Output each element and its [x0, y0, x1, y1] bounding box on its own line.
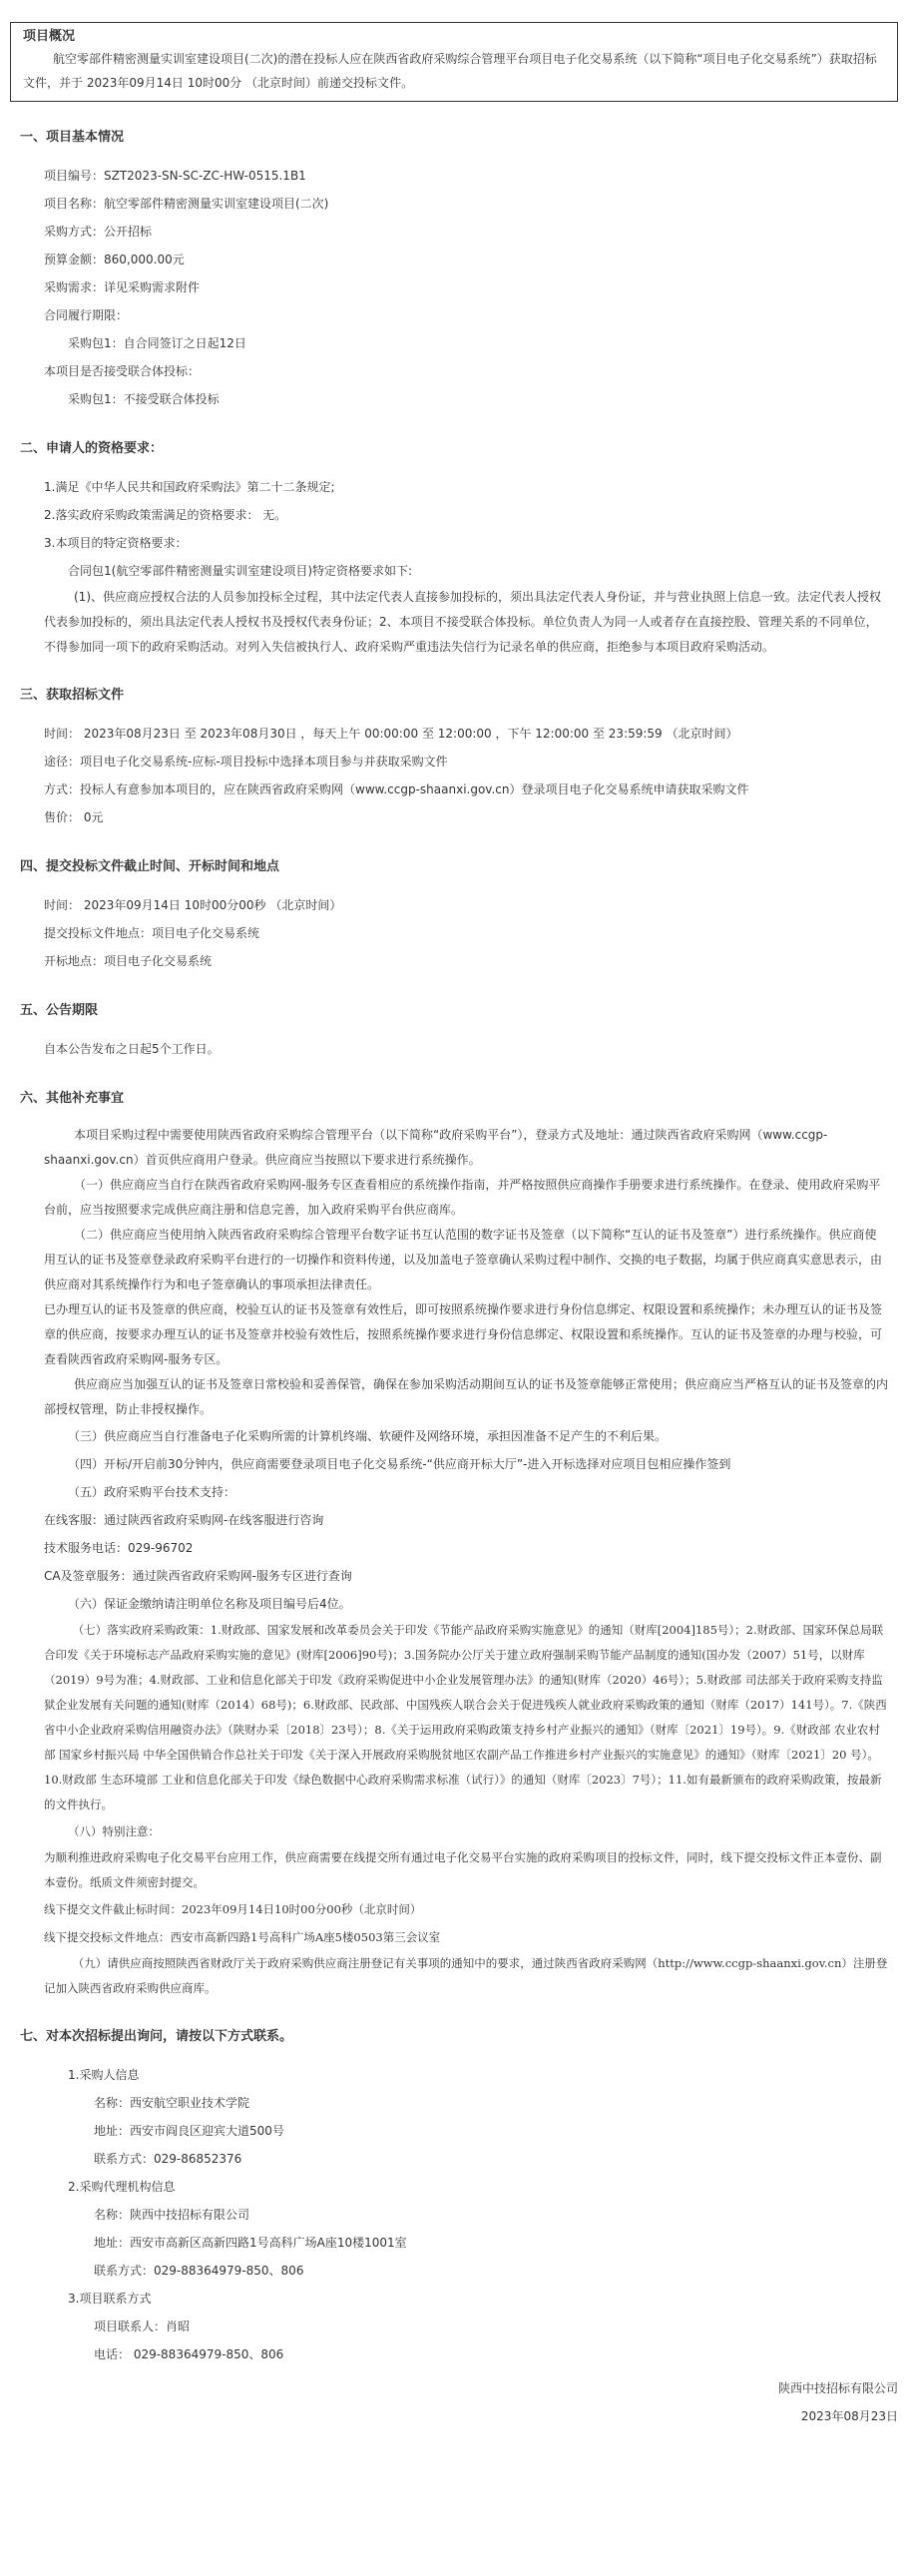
- section-title: 五、公告期限: [20, 1003, 99, 1018]
- policy-paragraph: （七）落实政府采购政策：1.财政部、国家发展和改革委员会关于印发《节能产品政府采购实施意见》的通知（财库[2004]185号）；2.财政部、国家环保总局联合印发《关于环境标志产品政府采购实施的意见》(财库[2006]90号)；3.国务院办公厅关于建立政府强制采购节能产品制度的通知(国办发（2007）51号，以财库（2019）9号为准；4.财政部、工业和信息化部关于印发《政府采购促进中小企业发展管理办法》的通知(财库（2020）46号）；5.财政部 司法部关于政府采购支持监狱企业发展有关问题的通知(财库（2014）68号)；6.财政部、民政部、中国残疾人联合会关于促进残疾人就业政府采购政策的通知（财库（2017）141号）。7.《陕西省中小企业政府采购信用融资办法》（陕财办采〔2018〕23号）；8.《关于运用政府采购政策支持乡村产业振兴的通知》（财库〔2021〕19号）。9.《财政部 农业农村部 国家乡村振兴局 中华全国供销合作总社关于印发《关于深入开展政府采购脱贫地区农副产品工作推进乡村产业振兴的实施意见》的通知》（财库〔2021〕20 号）。10.财政部 生态环境部 工业和信息化部关于印发《绿色数据中心政府采购需求标准（试行）》的通知（财库〔2023〕7号）；11.如有最新颁布的政府采购政策，按最新的文件执行。: [44, 1623, 887, 1811]
- purchaser-heading: 1.采购人信息: [68, 2068, 140, 2082]
- signature-date: 2023年08月23日: [800, 2409, 898, 2423]
- obtain-channel: 途径：项目电子化交易系统-应标-项目投标中选择本项目参与并获取采购文件: [44, 755, 448, 769]
- agent-address: 地址：西安市高新区高新四路1号高科广场A座10楼1001室: [94, 2236, 407, 2250]
- opening-location: 开标地点：项目电子化交易系统: [44, 954, 213, 968]
- consortium-question: 本项目是否接受联合体投标：: [44, 364, 201, 378]
- qualification-line: 3.本项目的特定资格要求：: [44, 536, 188, 550]
- overview-text: 航空零部件精密测量实训室建设项目(二次)的潜在投标人应在陕西省政府采购综合管理平台项目电子化交易系统（以下简称“项目电子化交易系统”）获取招标文件，并于 2023年09月14日 10时00分 （北京时间）前递交投标文件。: [23, 52, 877, 90]
- project-overview-box: [10, 22, 898, 102]
- offline-deadline: 线下提交文件截止标时间：2023年09月14日10时00分00秒（北京时间）: [44, 1902, 422, 1916]
- other-paragraph: 供应商应当加强互认的证书及签章日常校验和妥善保管，确保在参加采购活动期间互认的证书及签章能够正常使用；供应商应当严格互认的证书及签章的内部授权管理，防止非授权操作。: [44, 1377, 889, 1416]
- special-note-text: 为顺利推进政府采购电子化交易平台应用工作，供应商需要在线提交所有通过电子化交易平台实施的政府采购项目的投标文件，同时，线下提交投标文件正本壹份、副本壹份。纸质文件须密封提交。: [44, 1850, 882, 1889]
- project-name: 项目名称：航空零部件精密测量实训室建设项目(二次): [44, 197, 329, 211]
- contract-term-label: 合同履行期限：: [44, 308, 129, 322]
- ca-service: CA及签章服务：通过陕西省政府采购网-服务专区进行查询: [44, 1569, 352, 1583]
- other-paragraph: （一）供应商应当自行在陕西省政府采购网-服务专区查看相应的系统操作指南，并严格按照供应商操作手册要求进行系统操作。在登录、使用政府采购平台前，应当按照要求完成供应商注册和信息完善，加入政府采购平台供应商库。: [44, 1178, 881, 1217]
- contact-person: 项目联系人：肖昭: [94, 2319, 191, 2333]
- section-title: 三、获取招标文件: [20, 688, 125, 703]
- procurement-method: 采购方式：公开招标: [44, 225, 153, 239]
- package-consortium: 采购包1：不接受联合体投标: [68, 392, 220, 406]
- section-title: 一、项目基本情况: [20, 130, 125, 145]
- qualification-line: 1.满足《中华人民共和国政府采购法》第二十二条规定;: [44, 480, 335, 494]
- other-paragraph: （二）供应商应当使用纳入陕西省政府采购综合管理平台数字证书互认范围的数字证书及签章（以下简称“互认的证书及签章”）进行系统操作。供应商使用互认的证书及签章登录政府采购平台进行的一切操作和资料传递，以及加盖电子签章确认采购过程中制作、交换的电子数据，均属于供应商真实意思表示，由供应商对其系统操作行为和电子签章确认的事项承担法律责任。: [44, 1228, 883, 1291]
- section-obtain-documents: [0, 686, 908, 831]
- section-notice-period: [0, 1001, 908, 1063]
- document-price: 售价： 0元: [44, 810, 104, 824]
- deadline-time: 时间： 2023年09月14日 10时00分00秒 （北京时间）: [44, 898, 342, 912]
- contact-phone: 电话： 029-88364979-850、806: [94, 2347, 284, 2361]
- supplier-registration-note: （九）请供应商按照陕西省财政厅关于政府采购供应商注册登记有关事项的通知中的要求，通过陕西省政府采购网（http://www.ccgp-shaanxi.gov.cn）注册登记加入陕西省政府采购供应商库。: [44, 1956, 888, 1995]
- overview-heading: 项目概况: [23, 29, 76, 44]
- tech-support-phone: 技术服务电话：029-96702: [44, 1541, 194, 1555]
- section-title: 二、申请人的资格要求：: [20, 441, 164, 456]
- other-line: （四）开标/开启前30分钟内，供应商需要登录项目电子化交易系统-“供应商开标大厅”-进入开标选择对应项目包相应操作签到: [68, 1457, 731, 1471]
- purchaser-address: 地址：西安市阎良区迎宾大道500号: [94, 2124, 284, 2138]
- contact-heading: 3.项目联系方式: [68, 2292, 152, 2306]
- section-title: 七、对本次招标提出询问，请按以下方式联系。: [20, 2029, 293, 2044]
- project-number: 项目编号：SZT2023-SN-SC-ZC-HW-0515.1B1: [44, 169, 306, 183]
- other-paragraph: 已办理互认的证书及签章的供应商，校验互认的证书及签章有效性后，即可按照系统操作要求进行身份信息绑定、权限设置和系统操作；未办理互认的证书及签章的供应商，按要求办理互认的证书及签章并校验有效性后，按照系统操作要求进行身份信息绑定、权限设置和系统操作。互认的证书及签章的办理与校验，可查看陕西省政府采购网-服务专区。: [44, 1302, 883, 1366]
- section-qualifications: [0, 439, 908, 660]
- agent-name: 名称：陕西中技招标有限公司: [94, 2208, 250, 2222]
- section-title: 六、其他补充事宜: [20, 1091, 125, 1106]
- agent-heading: 2.采购代理机构信息: [68, 2180, 176, 2194]
- notice-period-text: 自本公告发布之日起5个工作日。: [44, 1042, 220, 1056]
- deposit-note: （六）保证金缴纳请注明单位名称及项目编号后4位。: [68, 1597, 351, 1611]
- purchaser-phone: 联系方式：029-86852376: [94, 2152, 242, 2166]
- agent-phone: 联系方式：029-88364979-850、806: [94, 2264, 304, 2278]
- qualification-line: 2.落实政府采购政策需满足的资格要求： 无。: [44, 508, 287, 522]
- signature-org: 陕西中技招标有限公司: [777, 2381, 898, 2395]
- section-contacts: [0, 2027, 908, 2368]
- section-basic-info: [0, 128, 908, 413]
- tech-support-online: 在线客服：通过陕西省政府采购网-在线客服进行咨询: [44, 1513, 324, 1527]
- section-title: 四、提交投标文件截止时间、开标时间和地点: [20, 859, 280, 874]
- budget-amount: 预算金额：860,000.00元: [44, 253, 185, 266]
- offline-location: 线下提交投标文件地点：西安市高新四路1号高科广场A座5楼0503第三会议室: [44, 1930, 441, 1944]
- special-note-heading: （八）特别注意：: [68, 1824, 160, 1838]
- other-line: （五）政府采购平台技术支持：: [68, 1485, 236, 1499]
- qualification-line: 合同包1(航空零部件精密测量实训室建设项目)特定资格要求如下:: [68, 564, 413, 578]
- section-deadline: [0, 857, 908, 975]
- submission-location: 提交投标文件地点：项目电子化交易系统: [44, 926, 260, 940]
- section-other-matters: [0, 1089, 908, 2001]
- purchaser-name: 名称：西安航空职业技术学院: [94, 2096, 250, 2110]
- procurement-requirements: 采购需求：详见采购需求附件: [44, 280, 201, 294]
- qualification-paragraph: (1)、供应商应授权合法的人员参加投标全过程，其中法定代表人直接参加投标的，须出具法定代表人身份证，并与营业执照上信息一致。法定代表人授权代表参加投标的，须出具法定代表人授权书及授权代表身份证；2、本项目不接受联合体投标。单位负责人为同一人或者存在直接控股、管理关系的不同单位，不得参加同一项下的政府采购活动。对列入失信被执行人、政府采购严重违法失信行为记录名单的供应商，拒绝参与本项目政府采购活动。: [44, 590, 882, 654]
- signature-block: [0, 2374, 908, 2430]
- other-paragraph: 本项目采购过程中需要使用陕西省政府采购综合管理平台（以下简称“政府采购平台”），登录方式及地址：通过陕西省政府采购网（www.ccgp-shaanxi.gov.cn）首页供应商用户登录。供应商应当按照以下要求进行系统操作。: [44, 1128, 828, 1167]
- package-contract-term: 采购包1：自合同签订之日起12日: [68, 336, 246, 350]
- obtain-time: 时间： 2023年08月23日 至 2023年08月30日 ，每天上午 00:00:00 至 12:00:00 ，下午 12:00:00 至 23:59:59 （北京时间）: [44, 727, 738, 741]
- obtain-method: 方式：投标人有意参加本项目的，应在陕西省政府采购网（www.ccgp-shaanxi.gov.cn）登录项目电子化交易系统申请获取采购文件: [44, 782, 749, 796]
- other-line: （三）供应商应当自行准备电子化采购所需的计算机终端、软硬件及网络环境，承担因准备不足产生的不利后果。: [68, 1429, 668, 1443]
